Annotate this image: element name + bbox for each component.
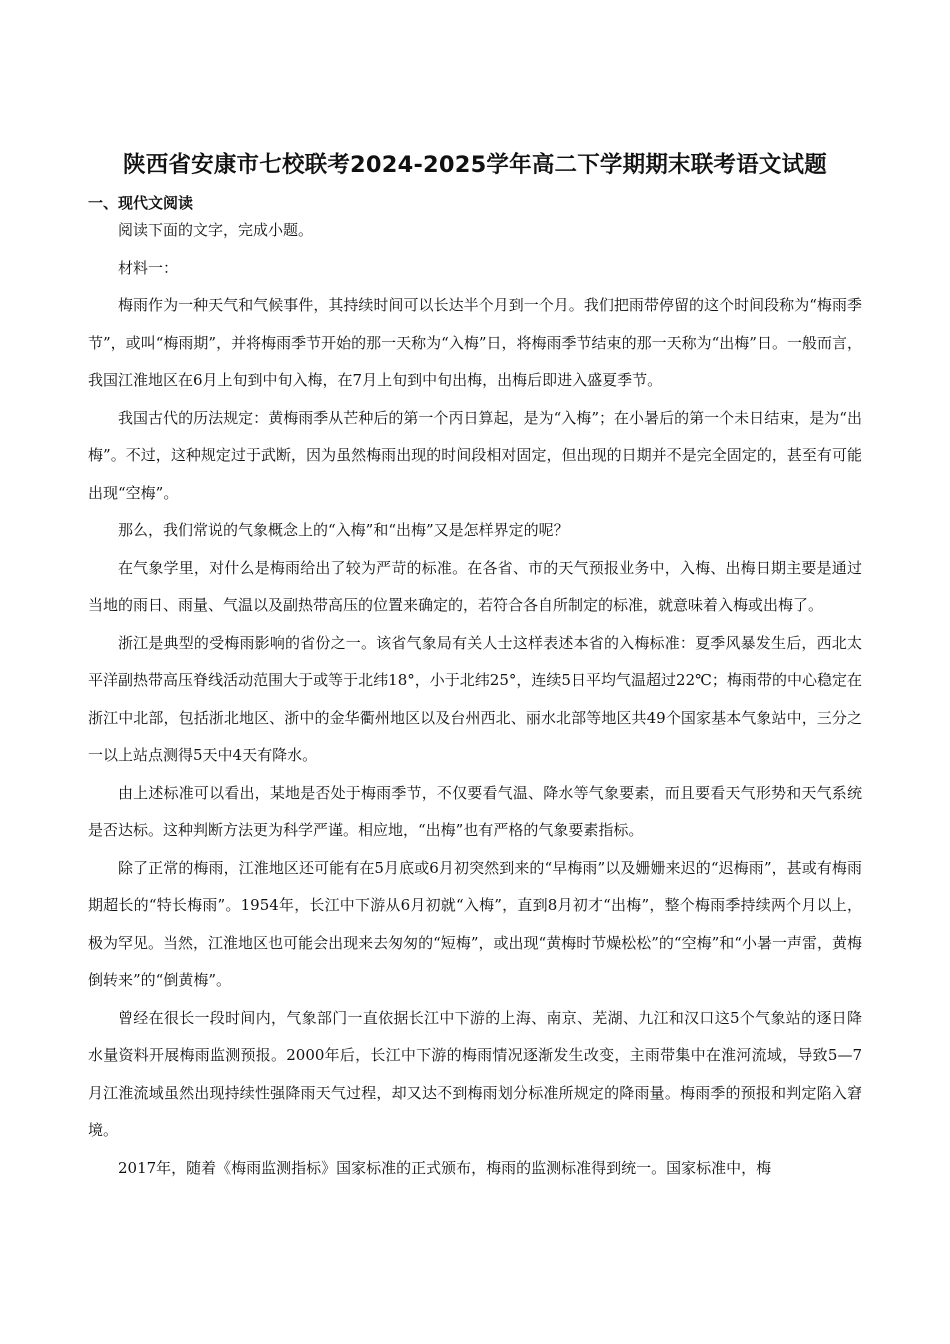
body-paragraph: 除了正常的梅雨，江淮地区还可能有在5月底或6月初突然到来的“早梅雨”以及姗姗来迟的“迟梅雨”，甚或有梅雨期超长的“特长梅雨”。1954年，长江中下游从6月初就“入梅”，直到8月初才“出梅”，整个梅雨季持续两个月以上，极为罕见。当然，江淮地区也可能会出现来去匆匆的“短梅”，或出现“黄梅时节燥松松”的“空梅”和“小暑一声雷，黄梅倒转来”的“倒黄梅”。 bbox=[88, 858, 862, 989]
body-paragraph: 曾经在很长一段时间内，气象部门一直依据长江中下游的上海、南京、芜湖、九江和汉口这5个气象站的逐日降水量资料开展梅雨监测预报。2000年后，长江中下游的梅雨情况逐渐发生改变，主雨带集中在淮河流域，导致5—7月江淮流域虽然出现持续性强降雨天气过程，却又达不到梅雨划分标准所规定的降雨量。梅雨季的预报和判定陷入窘境。 bbox=[88, 1008, 862, 1139]
body-paragraph: 那么，我们常说的气象概念上的“入梅”和“出梅”又是怎样界定的呢？ bbox=[118, 521, 569, 539]
body-paragraph: 梅雨作为一种天气和气候事件，其持续时间可以长达半个月到一个月。我们把雨带停留的这个时间段称为“梅雨季节”，或叫“梅雨期”，并将梅雨季节开始的那一天称为“入梅”日，将梅雨季节结束的那一天称为“出梅”日。一般而言，我国江淮地区在6月上旬到中旬入梅，在7月上旬到中旬出梅，出梅后即进入盛夏季节。 bbox=[88, 296, 862, 389]
body-paragraph: 我国古代的历法规定：黄梅雨季从芒种后的第一个丙日算起，是为“入梅”；在小暑后的第一个未日结束，是为“出梅”。不过，这种规定过于武断，因为虽然梅雨出现的时间段相对固定，但出现的日期并不是完全固定的，甚至有可能出现“空梅”。 bbox=[88, 408, 862, 502]
body-paragraph: 由上述标准可以看出，某地是否处于梅雨季节，不仅要看气温、降水等气象要素，而且要看天气形势和天气系统是否达标。这种判断方法更为科学严谨。相应地，“出梅”也有严格的气象要素指标。 bbox=[88, 783, 862, 839]
body-paragraph: 浙江是典型的受梅雨影响的省份之一。该省气象局有关人士这样表述本省的入梅标准：夏季风暴发生后，西北太平洋副热带高压脊线活动范围大于或等于北纬18°，小于北纬25°，连续5日平均气温超过22℃；梅雨带的中心稳定在浙江中北部，包括浙北地区、浙中的金华衢州地区以及台州西北、丽水北部等地区共49个国家基本气象站中，三分之一以上站点测得5天中4天有降水。 bbox=[88, 633, 862, 764]
page-title: 陕西省安康市七校联考2024-2025学年高二下学期期末联考语文试题 bbox=[123, 152, 827, 178]
section-heading: 一、现代文阅读 bbox=[88, 194, 194, 212]
article-body bbox=[88, 212, 862, 1187]
body-paragraph: 在气象学里，对什么是梅雨给出了较为严苛的标准。在各省、市的天气预报业务中，入梅、出梅日期主要是通过当地的雨日、雨量、气温以及副热带高压的位置来确定的，若符合各自所制定的标准，就意味着入梅或出梅了。 bbox=[88, 558, 862, 614]
material-label: 材料一： bbox=[118, 258, 179, 277]
body-paragraph: 2017年，随着《梅雨监测指标》国家标准的正式颁布，梅雨的监测标准得到统一。国家标准中，梅 bbox=[118, 1158, 772, 1177]
instruction-paragraph: 阅读下面的文字，完成小题。 bbox=[118, 221, 314, 239]
